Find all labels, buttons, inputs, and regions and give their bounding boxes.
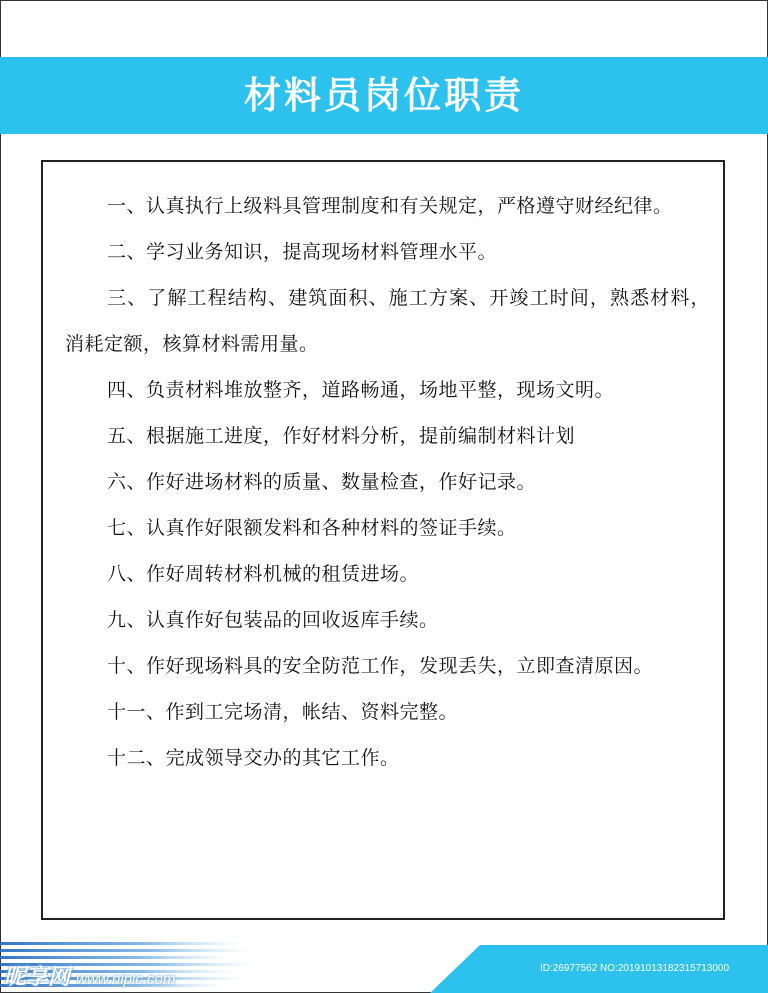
watermark-url: www.nipic.com [76,971,176,988]
duty-item-3: 三、了解工程结构、建筑面积、施工方案、开竣工时间，熟悉材料，消耗定额，核算材料需用量。 [65,287,710,355]
duty-item-12: 十二、完成领导交办的其它工作。 [107,747,400,769]
duty-item-11: 十一、作到工完场清，帐结、资料完整。 [107,701,459,723]
duty-item-6: 六、作好进场材料的质量、数量检查，作好记录。 [107,471,537,493]
image-id-text: ID:26977562 NO:20191013182315713000 [540,963,730,974]
duty-item-10: 十、作好现场料具的安全防范工作，发现丢失，立即查清原因。 [107,655,654,677]
watermark-brand: 昵享网 [4,964,71,989]
page-title: 材料员岗位职责 [244,74,524,117]
duty-item-8: 八、作好周转材料机械的租赁进场。 [107,563,420,585]
duty-item-5: 五、根据施工进度，作好材料分析，提前编制材料计划 [107,425,576,447]
duty-item-9: 九、认真作好包装品的回收返库手续。 [107,609,439,631]
duty-item-4: 四、负责材料堆放整齐，道路畅通，场地平整，现场文明。 [107,379,615,401]
duty-item-1: 一、认真执行上级料具管理制度和有关规定，严格遵守财经纪律。 [107,195,673,217]
watermark [4,960,175,991]
duty-item-2: 二、学习业务知识，提高现场材料管理水平。 [107,241,498,263]
duty-list [65,183,710,781]
duty-item-7: 七、认真作好限额发料和各种材料的签证手续。 [107,517,517,539]
